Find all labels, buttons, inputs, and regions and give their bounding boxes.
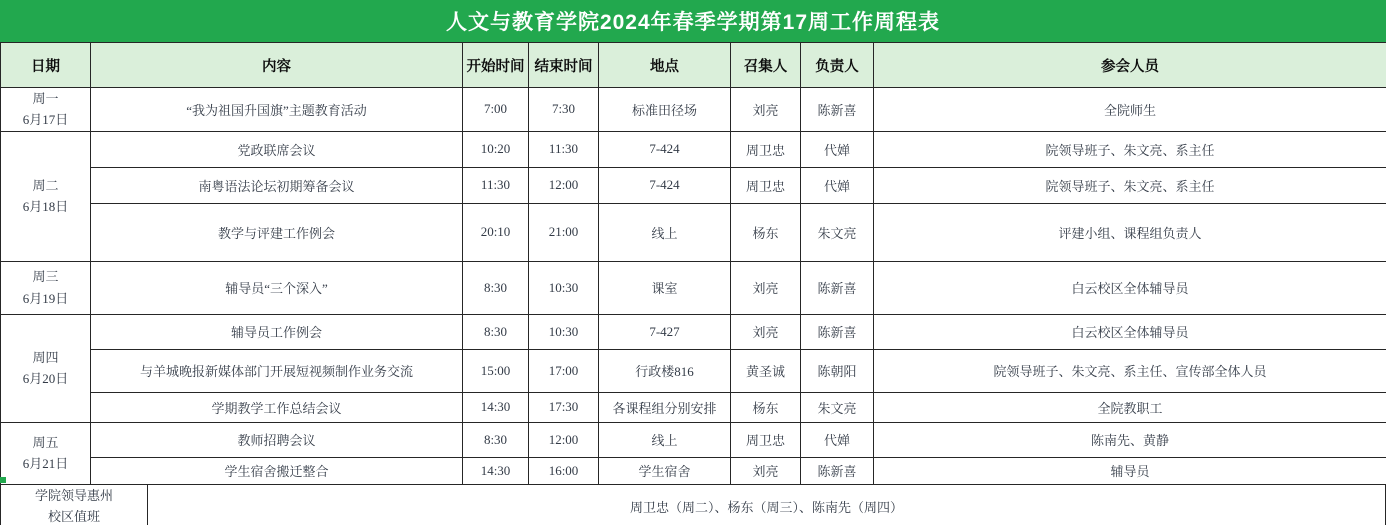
participants-cell: 白云校区全体辅导员 (874, 261, 1386, 314)
location-cell: 线上 (599, 203, 731, 261)
col-header-location: 地点 (599, 43, 731, 88)
location-cell: 7-427 (599, 314, 731, 349)
schedule-row (1, 261, 1386, 314)
schedule-row (1, 457, 1386, 484)
owner-cell: 朱文亮 (801, 203, 874, 261)
title-bar (0, 0, 1386, 42)
end-time-cell: 17:00 (529, 349, 599, 392)
owner-cell: 陈新喜 (801, 88, 874, 132)
convener-cell: 刘亮 (731, 261, 801, 314)
duty-row (0, 485, 1386, 525)
end-time-cell: 12:00 (529, 167, 599, 203)
duty-value: 周卫忠（周二）、杨东（周三）、陈南先（周四） (629, 500, 903, 516)
convener-cell: 周卫忠 (731, 131, 801, 167)
page-title: 人文与教育学院2024年春季学期第17周工作周程表 (445, 11, 941, 34)
date-cell (1, 88, 91, 132)
location-cell: 标准田径场 (599, 88, 731, 132)
end-time-cell: 16:00 (529, 457, 599, 484)
schedule-row (1, 131, 1386, 167)
start-time-cell: 8:30 (463, 422, 529, 457)
schedule-row (1, 314, 1386, 349)
col-header-end-time: 结束时间 (529, 43, 599, 88)
location-cell: 7-424 (599, 131, 731, 167)
end-time-cell: 11:30 (529, 131, 599, 167)
content-cell: 学生宿舍搬迁整合 (91, 457, 463, 484)
col-header-date: 日期 (1, 43, 91, 88)
owner-cell: 代婵 (801, 422, 874, 457)
start-time-cell: 8:30 (463, 314, 529, 349)
convener-cell: 杨东 (731, 392, 801, 422)
end-time-cell: 7:30 (529, 88, 599, 132)
content-cell: 学期教学工作总结会议 (91, 392, 463, 422)
date-label: 6月17日 (22, 112, 69, 128)
location-cell: 行政楼816 (599, 349, 731, 392)
weekday-label: 周一 (32, 91, 59, 106)
participants-cell: 陈南先、黄静 (874, 422, 1386, 457)
start-time-cell: 7:00 (463, 88, 529, 132)
participants-cell: 辅导员 (874, 457, 1386, 484)
participants-cell: 白云校区全体辅导员 (874, 314, 1386, 349)
date-cell (1, 314, 91, 422)
participants-cell: 院领导班子、朱文亮、系主任、宣传部全体人员 (874, 349, 1386, 392)
end-time-cell: 10:30 (529, 314, 599, 349)
schedule-row (1, 349, 1386, 392)
schedule-row (1, 203, 1386, 261)
date-label: 6月20日 (22, 371, 69, 387)
schedule-row (1, 88, 1386, 132)
owner-cell: 代婵 (801, 167, 874, 203)
start-time-cell: 14:30 (463, 457, 529, 484)
convener-cell: 杨东 (731, 203, 801, 261)
convener-cell: 周卫忠 (731, 422, 801, 457)
convener-cell: 刘亮 (731, 457, 801, 484)
green-corner-mark (0, 477, 6, 483)
date-cell (1, 422, 91, 484)
content-cell: 党政联席会议 (91, 131, 463, 167)
content-cell: 教师招聘会议 (91, 422, 463, 457)
start-time-cell: 14:30 (463, 392, 529, 422)
content-cell: 辅导员“三个深入” (91, 261, 463, 314)
duty-label: 学院领导惠州校区值班 (1, 485, 148, 525)
col-header-content: 内容 (91, 43, 463, 88)
convener-cell: 周卫忠 (731, 167, 801, 203)
date-cell (1, 261, 91, 314)
location-cell: 各课程组分别安排 (599, 392, 731, 422)
weekday-label: 周五 (32, 434, 59, 450)
participants-cell: 院领导班子、朱文亮、系主任 (874, 167, 1386, 203)
participants-cell: 院领导班子、朱文亮、系主任 (874, 131, 1386, 167)
participants-cell: 全院师生 (874, 88, 1386, 132)
weekday-label: 周三 (32, 269, 59, 285)
schedule-table (0, 42, 1386, 485)
content-cell: 辅导员工作例会 (91, 314, 463, 349)
date-label: 6月19日 (22, 290, 69, 306)
schedule-row (1, 167, 1386, 203)
col-header-convener: 召集人 (731, 43, 801, 88)
convener-cell: 刘亮 (731, 314, 801, 349)
owner-cell: 陈新喜 (801, 314, 874, 349)
start-time-cell: 15:00 (463, 349, 529, 392)
start-time-cell: 8:30 (463, 261, 529, 314)
schedule-row (1, 422, 1386, 457)
owner-cell: 朱文亮 (801, 392, 874, 422)
date-cell (1, 131, 91, 261)
location-cell: 课室 (599, 261, 731, 314)
header-row (1, 43, 1386, 88)
owner-cell: 陈新喜 (801, 457, 874, 484)
content-cell: 教学与评建工作例会 (91, 203, 463, 261)
end-time-cell: 12:00 (529, 422, 599, 457)
participants-cell: 全院教职工 (874, 392, 1386, 422)
location-cell: 7-424 (599, 167, 731, 203)
end-time-cell: 10:30 (529, 261, 599, 314)
content-cell: 南粤语法论坛初期筹备会议 (91, 167, 463, 203)
location-cell: 学生宿舍 (599, 457, 731, 484)
content-cell: “我为祖国升国旗”主题教育活动 (91, 88, 463, 132)
col-header-participants: 参会人员 (874, 43, 1386, 88)
start-time-cell: 10:20 (463, 131, 529, 167)
weekday-label: 周四 (32, 349, 59, 365)
date-label: 6月18日 (22, 199, 69, 215)
col-header-start-time: 开始时间 (463, 43, 529, 88)
owner-cell: 陈朝阳 (801, 349, 874, 392)
end-time-cell: 17:30 (529, 392, 599, 422)
location-cell: 线上 (599, 422, 731, 457)
owner-cell: 陈新喜 (801, 261, 874, 314)
date-label: 6月21日 (22, 456, 69, 472)
schedule-row (1, 392, 1386, 422)
convener-cell: 刘亮 (731, 88, 801, 132)
weekday-label: 周二 (32, 177, 59, 193)
content-cell: 与羊城晚报新媒体部门开展短视频制作业务交流 (91, 349, 463, 392)
owner-cell: 代婵 (801, 131, 874, 167)
start-time-cell: 20:10 (463, 203, 529, 261)
end-time-cell: 21:00 (529, 203, 599, 261)
participants-cell: 评建小组、课程组负责人 (874, 203, 1386, 261)
convener-cell: 黄圣诚 (731, 349, 801, 392)
start-time-cell: 11:30 (463, 167, 529, 203)
col-header-owner: 负责人 (801, 43, 874, 88)
